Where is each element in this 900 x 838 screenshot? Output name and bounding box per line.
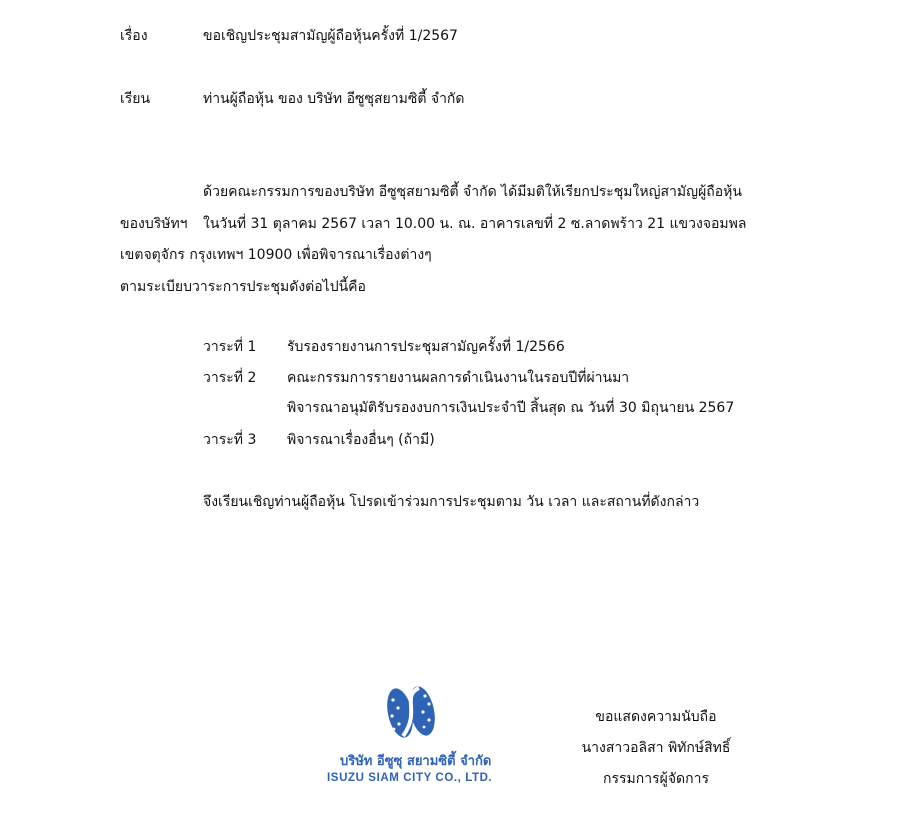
company-name-thai: บริษัท อีซูซุ สยามซิตี้ จำกัด bbox=[340, 754, 492, 769]
agenda-item-2-continued: พิจารณาอนุมัติรับรองงบการเงินประจำปี สิ้นสุด ณ วันที่ 30 มิถุนายน 2567 bbox=[287, 400, 735, 416]
signature-title: กรรมการผู้จัดการ bbox=[603, 771, 709, 787]
agenda-label-1: วาระที่ 1 bbox=[203, 339, 257, 355]
agenda-item-2: คณะกรรมการรายงานผลการดำเนินงานในรอบปีที่ผ่านมา bbox=[287, 370, 630, 386]
recipient-label: เรียน bbox=[120, 91, 151, 107]
closing-text: จึงเรียนเชิญท่านผู้ถือหุ้น โปรดเข้าร่วมการประชุมตาม วัน เวลา และสถานที่ดังกล่าว bbox=[203, 494, 700, 510]
company-logo-icon bbox=[383, 682, 439, 742]
body-line-1: ด้วยคณะกรรมการของบริษัท อีซูซุสยามซิตี้ จำกัด ได้มีมติให้เรียกประชุมใหญ่สามัญผู้ถือหุ้น bbox=[203, 184, 742, 200]
body-line-2-rest: ในวันที่ 31 ตุลาคม 2567 เวลา 10.00 น. ณ. อาคารเลขที่ 2 ซ.ลาดพร้าว 21 แขวงจอมพล bbox=[203, 216, 747, 232]
subject-label: เรื่อง bbox=[120, 28, 148, 44]
body-line-2-start: ของบริษัทฯ bbox=[120, 216, 188, 232]
agenda-item-1: รับรองรายงานการประชุมสามัญครั้งที่ 1/2566 bbox=[287, 339, 565, 355]
signature-name: นางสาวอลิสา พิทักษ์สิทธิ์ bbox=[581, 740, 731, 756]
body-line-4: ตามระเบียบวาระการประชุมดังต่อไปนี้คือ bbox=[120, 279, 366, 295]
signature-regards: ขอแสดงความนับถือ bbox=[595, 709, 717, 725]
agenda-label-3: วาระที่ 3 bbox=[203, 432, 257, 448]
body-line-3: เขตจตุจักร กรุงเทพฯ 10900 เพื่อพิจารณาเรื่องต่างๆ bbox=[120, 247, 432, 263]
agenda-item-3: พิจารณาเรื่องอื่นๆ (ถ้ามี) bbox=[287, 432, 435, 448]
recipient-text: ท่านผู้ถือหุ้น ของ บริษัท อีซูซุสยามซิตี้ จำกัด bbox=[203, 91, 465, 107]
agenda-label-2: วาระที่ 2 bbox=[203, 370, 257, 386]
company-name-english: ISUZU SIAM CITY CO., LTD. bbox=[327, 772, 493, 784]
subject-text: ขอเชิญประชุมสามัญผู้ถือหุ้นครั้งที่ 1/2567 bbox=[203, 28, 458, 44]
